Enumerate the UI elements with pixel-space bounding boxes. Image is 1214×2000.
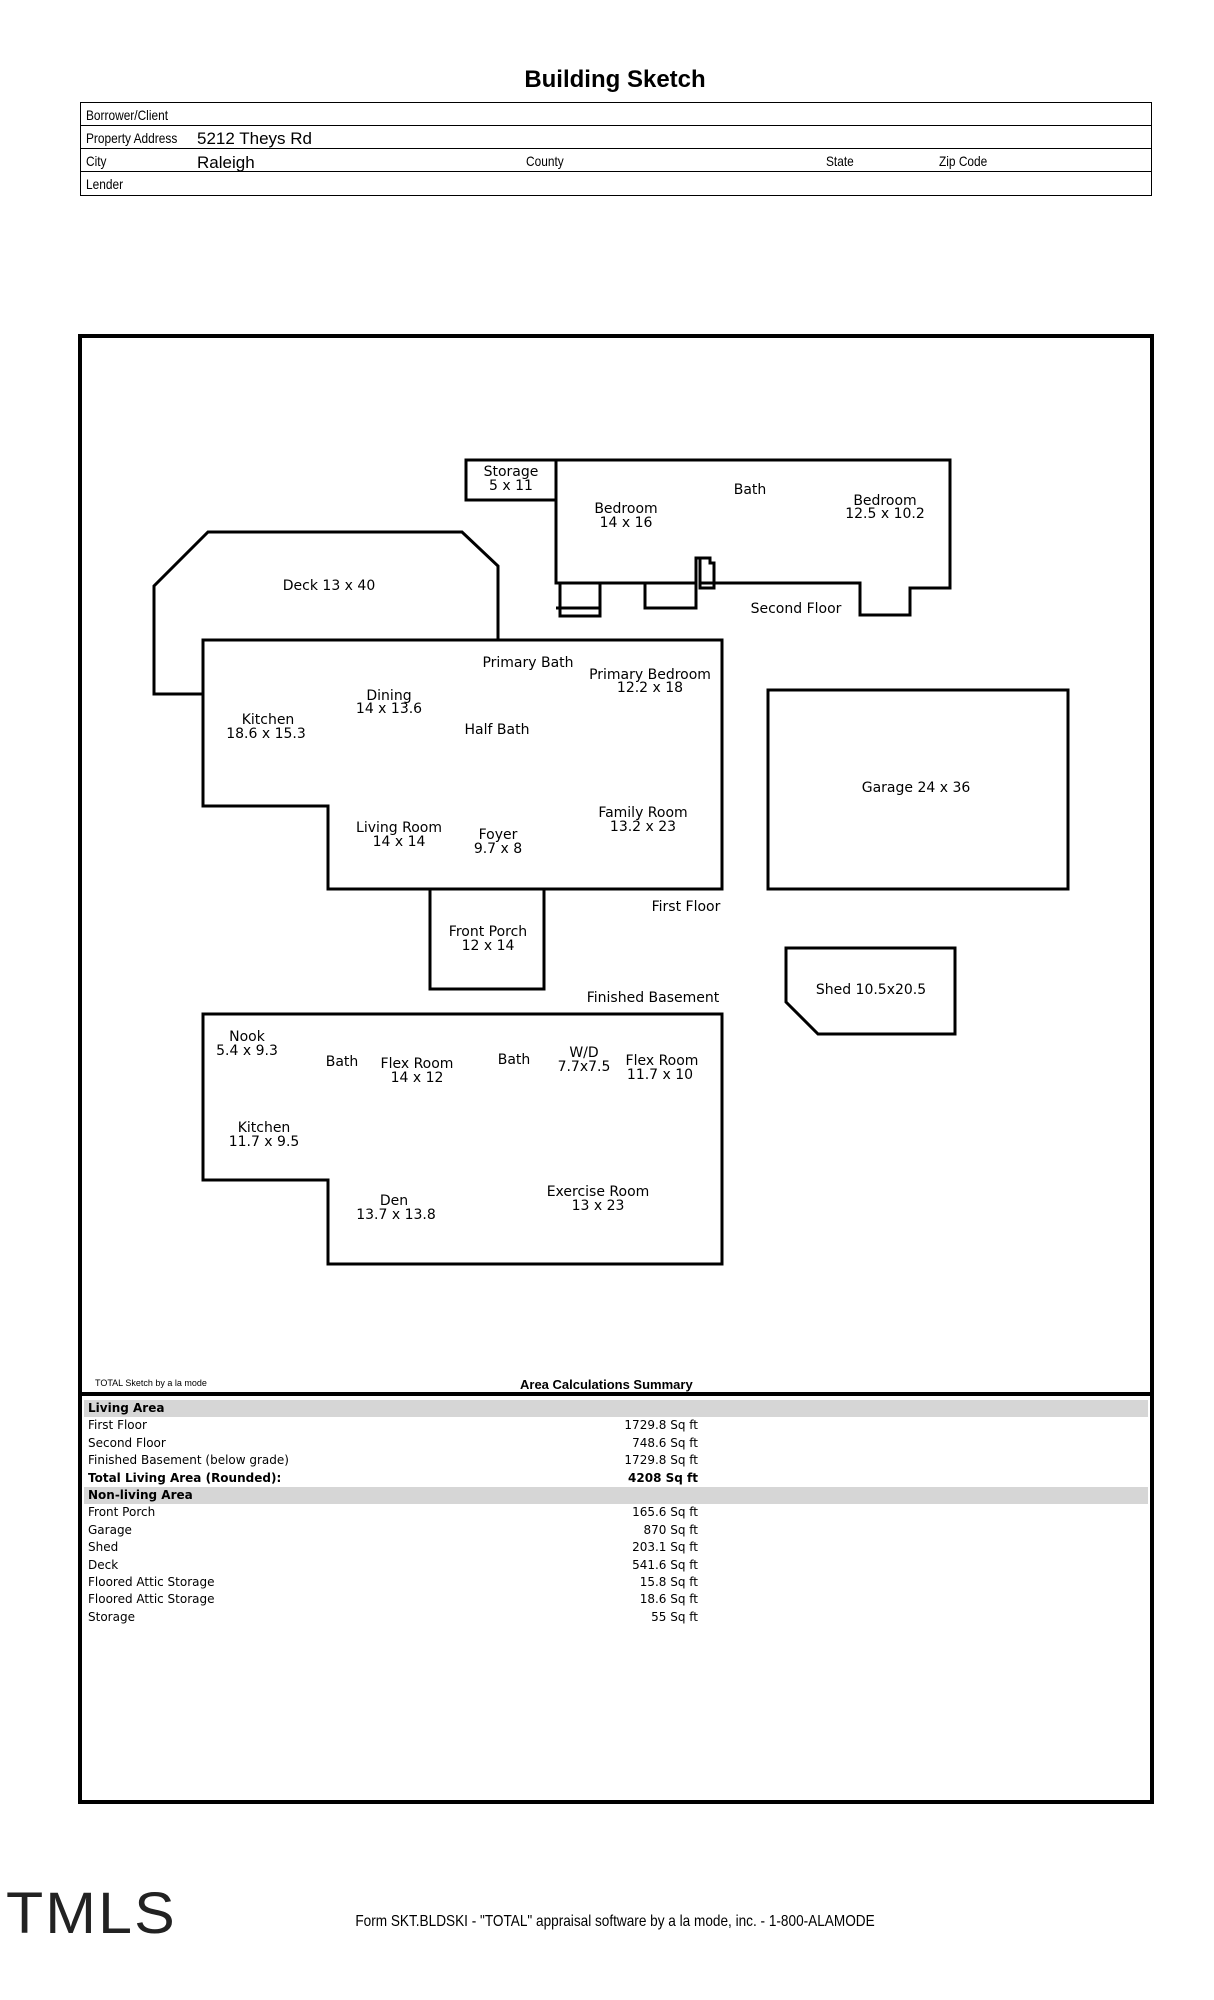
wd-dim: 7.7x7.5	[557, 1059, 611, 1075]
table-row	[84, 1591, 1148, 1608]
primary-bedroom-dim: 12.2 x 18	[616, 680, 684, 696]
table-row	[84, 1574, 1148, 1591]
total-label: Total Living Area (Rounded):	[88, 1470, 282, 1485]
nook-name: Nook	[229, 1029, 265, 1045]
county-label: County	[526, 153, 564, 169]
row-label: Shed	[88, 1540, 119, 1555]
storage-name: Storage	[483, 464, 539, 480]
bath-b1-label: Bath	[325, 1054, 359, 1070]
living-room-dim: 14 x 14	[372, 834, 426, 850]
nook-dim: 5.4 x 9.3	[216, 1043, 278, 1059]
row-label: Finished Basement (below grade)	[88, 1453, 289, 1468]
form-footer: Form SKT.BLDSKI - "TOTAL" appraisal software by a la mode, inc. - 1-800-ALAMODE	[355, 1913, 875, 1930]
kitchen1-name: Kitchen	[241, 712, 295, 728]
foyer-dim: 9.7 x 8	[473, 841, 523, 857]
total-living-row	[84, 1470, 1148, 1487]
table-row	[84, 1504, 1148, 1521]
deck-outline	[154, 532, 498, 694]
family-room-dim: 13.2 x 23	[609, 819, 677, 835]
page-title: Building Sketch	[524, 66, 706, 93]
sketch-credit: TOTAL Sketch by a la mode	[95, 1378, 207, 1388]
city-label: City	[86, 153, 107, 169]
second-floor-label: Second Floor	[750, 601, 842, 617]
state-label: State	[826, 153, 854, 169]
dining-dim: 14 x 13.6	[355, 701, 423, 717]
primary-bedroom-name: Primary Bedroom	[589, 667, 711, 683]
bedroom1-dim: 14 x 16	[599, 515, 653, 531]
kitchen2-name: Kitchen	[237, 1120, 291, 1136]
wd-name: W/D	[569, 1045, 599, 1061]
flex-room2-dim: 11.7 x 10	[626, 1067, 694, 1083]
row-value: 18.6 Sq ft	[639, 1592, 698, 1607]
zip-label: Zip Code	[939, 153, 988, 169]
row-value: 15.8 Sq ft	[639, 1574, 698, 1589]
nonliving-area-header-label: Non-living Area	[88, 1487, 193, 1502]
kitchen2-dim: 11.7 x 9.5	[228, 1134, 300, 1150]
row-label: Floored Attic Storage	[88, 1574, 215, 1589]
row-label: Deck	[88, 1557, 119, 1572]
finished-basement-label: Finished Basement	[586, 990, 720, 1006]
total-value: 4208 Sq ft	[628, 1470, 698, 1485]
table-row	[84, 1539, 1148, 1556]
table-row	[84, 1435, 1148, 1452]
row-label: Second Floor	[88, 1435, 166, 1450]
address-label: Property Address	[86, 130, 178, 146]
first-floor-label: First Floor	[651, 899, 721, 915]
family-room-name: Family Room	[598, 805, 688, 821]
den-name: Den	[379, 1193, 409, 1209]
flex-room1-name: Flex Room	[380, 1056, 454, 1072]
bedroom1-name: Bedroom	[594, 501, 658, 517]
row-value: 55 Sq ft	[651, 1609, 698, 1624]
summary-title: Area Calculations Summary	[520, 1377, 693, 1392]
row-value: 203.1 Sq ft	[632, 1540, 698, 1555]
table-row	[84, 1522, 1148, 1539]
row-value: 1729.8 Sq ft	[624, 1418, 698, 1433]
row-value: 870 Sq ft	[643, 1522, 698, 1537]
row-value: 165.6 Sq ft	[632, 1505, 698, 1520]
table-row	[84, 1609, 1148, 1626]
row-value: 1729.8 Sq ft	[624, 1453, 698, 1468]
table-row	[84, 1452, 1148, 1469]
table-row	[84, 1417, 1148, 1434]
living-room-name: Living Room	[356, 820, 442, 836]
area-summary-table	[84, 1400, 1148, 1626]
living-area-header-label: Living Area	[88, 1401, 165, 1415]
table-row	[84, 1557, 1148, 1574]
front-porch-name: Front Porch	[448, 924, 528, 940]
flex-room2-name: Flex Room	[625, 1053, 699, 1069]
deck-label: Deck 13 x 40	[282, 578, 376, 594]
bedroom2-name: Bedroom	[853, 493, 917, 509]
primary-bath-label: Primary Bath	[482, 655, 574, 671]
foyer-name: Foyer	[478, 827, 518, 843]
half-bath-label: Half Bath	[464, 722, 530, 738]
garage-label: Garage 24 x 36	[861, 780, 971, 796]
storage-dim: 5 x 11	[489, 478, 533, 494]
lender-label: Lender	[86, 176, 124, 192]
row-value: 541.6 Sq ft	[632, 1557, 698, 1572]
row-value: 748.6 Sq ft	[632, 1435, 698, 1450]
row-label: Floored Attic Storage	[88, 1592, 215, 1607]
den-dim: 13.7 x 13.8	[356, 1207, 436, 1223]
flex-room1-dim: 14 x 12	[390, 1070, 444, 1086]
bath-b2-label: Bath	[497, 1052, 531, 1068]
shed-label: Shed 10.5x20.5	[815, 982, 927, 998]
city-value: Raleigh	[197, 153, 255, 172]
row-label: Garage	[88, 1522, 132, 1537]
dining-name: Dining	[366, 688, 412, 704]
living-area-header	[84, 1400, 1148, 1417]
row-label: Front Porch	[88, 1505, 156, 1520]
row-label: Storage	[88, 1609, 135, 1624]
tmls-watermark-logo: TMLS	[6, 1881, 177, 1946]
nonliving-area-header	[84, 1487, 1148, 1504]
front-porch-dim: 12 x 14	[461, 938, 515, 954]
second-floor-notch-mid	[645, 583, 696, 608]
exercise-room-name: Exercise Room	[546, 1184, 650, 1200]
bath-2f-label: Bath	[733, 482, 767, 498]
address-value: 5212 Theys Rd	[197, 129, 312, 148]
borrower-label: Borrower/Client	[86, 107, 169, 123]
row-label: First Floor	[88, 1418, 147, 1433]
kitchen1-dim: 18.6 x 15.3	[226, 726, 306, 742]
exercise-room-dim: 13 x 23	[571, 1198, 625, 1214]
second-floor-notch-left	[556, 583, 600, 608]
bedroom2-dim: 12.5 x 10.2	[845, 506, 925, 522]
